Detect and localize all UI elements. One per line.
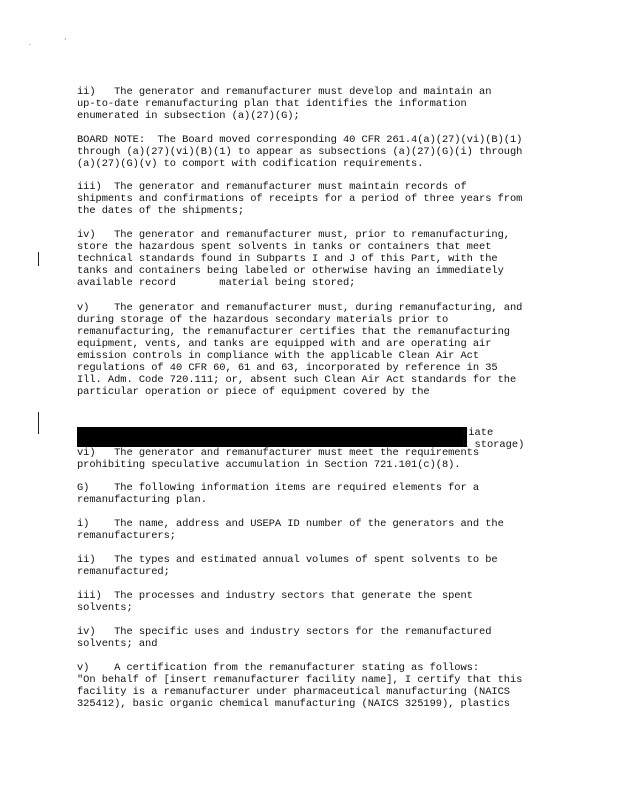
scan-speck: , xyxy=(64,34,68,41)
paragraph-ii-plan: ii) The generator and remanufacturer must develop and maintain an up-to-date remanufacturing plan that identifies the information enumerated in subsection (a)(27)(G); xyxy=(77,86,492,122)
paragraph-vi-speculative: vi) The generator and remanufacturer must meet the requirements prohibiting speculative accumulation in Section 721.101(c)(8). xyxy=(77,447,480,471)
redaction-tail-text: k storage) xyxy=(462,439,525,451)
margin-change-bar xyxy=(38,412,39,434)
paragraph-i-names: i) The name, address and USEPA ID number of the generators and the remanufacturers; xyxy=(77,518,504,542)
paragraph-v-emissions: v) The generator and remanufacturer must, during remanufacturing, and during storage of the hazardous secondary materials prior to remanufacturing, the remanufacturer certifies that the remanufacturing equipment, vents, and tanks are equipped with and are operating air emission controls in compliance with the applicable Clean Air Act regulations of 40 CFR 60, 61 and 63, incorporated by reference in 35 Ill. Adm. Code 720.111; or, absent such Clean Air Act standards for the particular operation or piece of equipment covered by the xyxy=(77,302,523,398)
redaction-block xyxy=(77,427,467,447)
scan-speck: . xyxy=(28,40,32,47)
paragraph-iii-processes: iii) The processes and industry sectors that generate the spent solvents; xyxy=(77,590,473,614)
paragraph-v-certification: v) A certification from the remanufacturer stating as follows: "On behalf of [insert remanufacturer facility name], I certify that this facility is a remanufacturer under pharmaceutical manufacturing (NAICS 325412), basic organic chemical manufacturing (NAICS 325199), plastics xyxy=(77,662,523,710)
paragraph-iii-records: iii) The generator and remanufacturer must maintain records of shipments and confirmations of receipts for a period of three years from the dates of the shipments; xyxy=(77,181,523,217)
redaction-tail-text: riate xyxy=(462,427,494,439)
paragraph-G-plan-elements: G) The following information items are required elements for a remanufacturing plan. xyxy=(77,482,480,506)
paragraph-iv-uses: iv) The specific uses and industry sectors for the remanufactured solvents; and xyxy=(77,626,492,650)
board-note: BOARD NOTE: The Board moved corresponding 40 CFR 261.4(a)(27)(vi)(B)(1) through (a)(27)(vi)(B)(1) to appear as subsections (a)(27)(G)(i) through (a)(27)(G)(v) to comport with codification requirements. xyxy=(77,134,523,170)
paragraph-iv-storage: iv) The generator and remanufacturer must, prior to remanufacturing, store the hazardous spent solvents in tanks or containers that meet technical standards found in Subparts I and J of this Part, with the tanks and containers being labeled or otherwise having an immediately available record material being stored; xyxy=(77,229,510,289)
paragraph-ii-volumes: ii) The types and estimated annual volumes of spent solvents to be remanufactured; xyxy=(77,554,498,578)
margin-change-bar xyxy=(38,252,39,266)
